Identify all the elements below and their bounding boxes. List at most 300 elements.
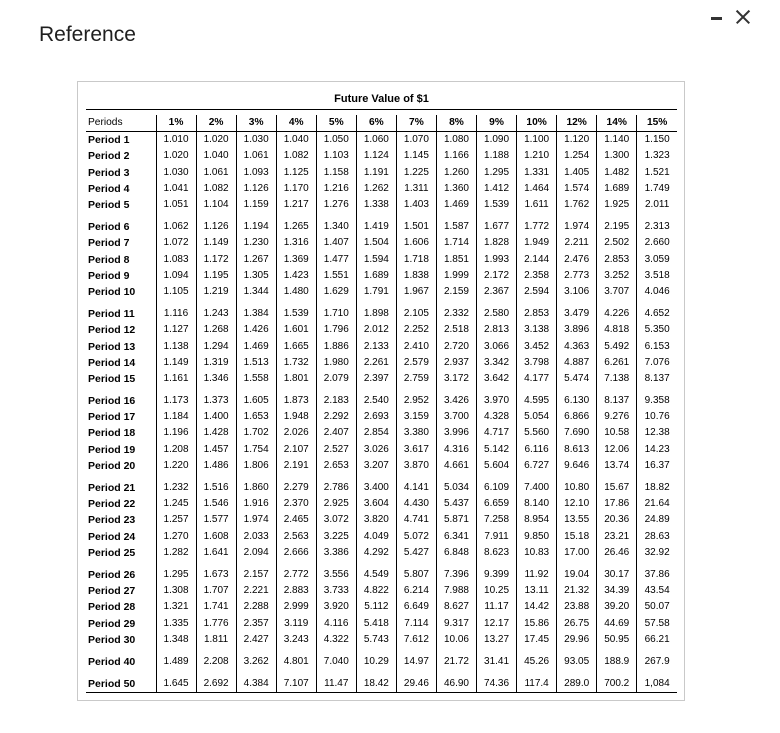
period-label: Period 3 [88,166,130,179]
table-cell: 9.646 [557,458,597,474]
table-cell: 29.46 [396,676,436,693]
table-cell: 3.970 [477,393,517,409]
table-cell: 9.399 [477,567,517,583]
table-cell: 6.727 [517,458,557,474]
period-label: Period 26 [88,568,136,581]
table-cell: 1.546 [196,496,236,512]
table-cell: 2.358 [517,268,557,284]
table-cell: 2.427 [236,632,276,648]
table-cell: 2.693 [356,409,396,425]
table-cell: 45.26 [517,654,557,670]
table-cell: 1.126 [196,219,236,235]
table-cell: 2.999 [276,599,316,615]
table-cell: 4.049 [356,529,396,545]
table-cell: 4.116 [316,615,356,631]
table-cell: 21.32 [557,583,597,599]
table-cell: 1.772 [517,219,557,235]
table-cell: 13.27 [477,632,517,648]
table-cell: 3.518 [637,268,677,284]
table-cell: 6.109 [477,480,517,496]
table-cell: 50.95 [597,632,637,648]
table-cell: 1.282 [156,545,196,561]
table-row [86,545,677,561]
table-cell: 4.661 [436,458,476,474]
period-label: Period 29 [88,617,136,630]
table-cell: 21.72 [436,654,476,670]
table-cell: 1.606 [396,235,436,251]
table-cell: 1.331 [517,165,557,181]
table-cell: 1.243 [196,306,236,322]
table-cell: 1.340 [316,219,356,235]
table-cell: 7.400 [517,480,557,496]
table-cell: 4.801 [276,654,316,670]
table-cell: 1.558 [236,371,276,387]
table-cell: 7.911 [477,529,517,545]
table-cell: 1.811 [196,632,236,648]
table-cell: 28.63 [637,529,677,545]
rate-header: 9% [477,115,517,132]
table-cell: 1.195 [196,268,236,284]
table-cell: 1.220 [156,458,196,474]
table-cell: 1.539 [477,197,517,213]
table-cell: 3.106 [557,284,597,300]
table-cell: 7.690 [557,425,597,441]
table-row [86,284,677,300]
table-cell: 1.967 [396,284,436,300]
table-cell: 7.258 [477,512,517,528]
table-cell: 2.144 [517,252,557,268]
table-cell: 2.012 [356,322,396,338]
table-cell: 6.848 [436,545,476,561]
table-row [86,615,677,631]
table-cell: 1.295 [156,567,196,583]
table-cell: 2.660 [637,235,677,251]
table-cell: 1.594 [356,252,396,268]
table-cell: 1.482 [597,165,637,181]
table-cell: 1,084 [637,676,677,693]
table-cell: 6.659 [477,496,517,512]
table-cell: 3.896 [557,322,597,338]
table-cell: 1.629 [316,284,356,300]
table-cell: 1.191 [356,165,396,181]
table-cell: 7.612 [396,632,436,648]
table-cell: 2.653 [316,458,356,474]
table-cell: 4.384 [236,676,276,693]
table-row [86,132,677,149]
table-cell: 1.072 [156,235,196,251]
window-controls [711,10,750,24]
table-cell: 21.64 [637,496,677,512]
table-cell: 1.149 [196,235,236,251]
table-cell: 1.480 [276,284,316,300]
table-cell: 1.294 [196,338,236,354]
table-cell: 7.040 [316,654,356,670]
table-cell: 1.710 [316,306,356,322]
table-cell: 3.642 [477,371,517,387]
table-cell: 2.720 [436,338,476,354]
table-cell: 2.079 [316,371,356,387]
table-cell: 9.276 [597,409,637,425]
table-cell: 1.338 [356,197,396,213]
table-cell: 4.046 [637,284,677,300]
table-cell: 2.518 [436,322,476,338]
table-cell: 2.692 [196,676,236,693]
table-cell: 1.373 [196,393,236,409]
table-cell: 1.105 [156,284,196,300]
table-cell: 13.11 [517,583,557,599]
table-cell: 188.9 [597,654,637,670]
table-cell: 1.062 [156,219,196,235]
table-cell: 93.05 [557,654,597,670]
table-cell: 5.054 [517,409,557,425]
table-cell: 1.346 [196,371,236,387]
table-cell: 1.188 [477,148,517,164]
table-cell: 11.17 [477,599,517,615]
table-cell: 8.954 [517,512,557,528]
table-cell: 2.221 [236,583,276,599]
table-cell: 1.030 [236,132,276,149]
table-cell: 18.42 [356,676,396,693]
table-cell: 2.925 [316,496,356,512]
table-cell: 10.29 [356,654,396,670]
table-cell: 3.733 [316,583,356,599]
table-row [86,409,677,425]
table-cell: 1.344 [236,284,276,300]
period-label: Period 4 [88,182,130,195]
table-cell: 267.9 [637,654,677,670]
period-label: Period 19 [88,443,136,456]
table-cell: 8.623 [477,545,517,561]
table-cell: 1.311 [396,181,436,197]
table-cell: 2.133 [356,338,396,354]
rate-header: 1% [156,115,196,132]
table-cell: 2.772 [276,567,316,583]
table-cell: 1.689 [356,268,396,284]
table-cell: 6.214 [396,583,436,599]
table-cell: 1.262 [356,181,396,197]
table-cell: 11.47 [316,676,356,693]
table-row [86,480,677,496]
table-cell: 1.104 [196,197,236,213]
table-cell: 3.342 [477,355,517,371]
table-cell: 1.172 [196,252,236,268]
table-cell: 1.051 [156,197,196,213]
table-row [86,496,677,512]
table-cell: 4.141 [396,480,436,496]
table-row [86,599,677,615]
table-cell: 12.10 [557,496,597,512]
table-cell: 14.42 [517,599,557,615]
table-cell: 14.23 [637,442,677,458]
table-cell: 4.549 [356,567,396,583]
table-cell: 1.741 [196,599,236,615]
table-cell: 6.116 [517,442,557,458]
table-cell: 1.158 [316,165,356,181]
table-cell: 2.854 [356,425,396,441]
table-cell: 1.412 [477,181,517,197]
table-cell: 1.184 [156,409,196,425]
table-cell: 5.072 [396,529,436,545]
table-cell: 1.348 [156,632,196,648]
table-cell: 1.040 [196,148,236,164]
table-cell: 6.153 [637,338,677,354]
table-cell: 11.92 [517,567,557,583]
table-cell: 1.718 [396,252,436,268]
table-row [86,458,677,474]
table-cell: 1.504 [356,235,396,251]
table-cell: 1.369 [276,252,316,268]
table-row [86,322,677,338]
table-cell: 1.608 [196,529,236,545]
table-cell: 1.030 [156,165,196,181]
table-cell: 1.082 [196,181,236,197]
table-cell: 2.370 [276,496,316,512]
period-label: Period 18 [88,427,136,440]
table-cell: 3.119 [276,615,316,631]
table-cell: 1.321 [156,599,196,615]
table-cell: 1.776 [196,615,236,631]
table-cell: 1.217 [276,197,316,213]
period-label: Period 11 [88,308,135,321]
table-cell: 1.173 [156,393,196,409]
table-cell: 1.407 [316,235,356,251]
table-cell: 5.112 [356,599,396,615]
table-cell: 2.279 [276,480,316,496]
period-label: Period 20 [88,459,136,472]
period-label: Period 12 [88,324,136,337]
table-cell: 3.617 [396,442,436,458]
table-cell: 1.323 [637,148,677,164]
table-cell: 2.580 [477,306,517,322]
table-cell: 2.563 [276,529,316,545]
table-cell: 1.083 [156,252,196,268]
table-cell: 3.920 [316,599,356,615]
reference-panel [77,81,685,701]
table-cell: 1.714 [436,235,476,251]
table-cell: 1.469 [236,338,276,354]
table-cell: 1.124 [356,148,396,164]
table-cell: 26.75 [557,615,597,631]
table-cell: 1.791 [356,284,396,300]
table-cell: 1.305 [236,268,276,284]
table-cell: 3.820 [356,512,396,528]
table-cell: 10.25 [477,583,517,599]
table-cell: 1.521 [637,165,677,181]
table-cell: 2.476 [557,252,597,268]
table-cell: 50.07 [637,599,677,615]
period-label: Period 15 [88,372,136,385]
table-cell: 1.587 [436,219,476,235]
rate-header: 3% [236,115,276,132]
table-row [86,197,677,213]
period-label: Period 23 [88,514,136,527]
table-cell: 1.486 [196,458,236,474]
table-cell: 2.033 [236,529,276,545]
future-value-table-container [86,109,677,693]
close-icon[interactable] [736,10,750,24]
table-cell: 14.97 [396,654,436,670]
table-cell: 9.850 [517,529,557,545]
table-cell: 2.813 [477,322,517,338]
table-cell: 2.105 [396,306,436,322]
table-cell: 1.208 [156,442,196,458]
table-cell: 3.479 [557,306,597,322]
table-cell: 9.358 [637,393,677,409]
table-row [86,583,677,599]
table-cell: 2.773 [557,268,597,284]
table-cell: 1.159 [236,197,276,213]
table-cell: 1.641 [196,545,236,561]
table-cell: 2.786 [316,480,356,496]
rate-header: 4% [276,115,316,132]
table-cell: 5.604 [477,458,517,474]
table-cell: 1.020 [156,148,196,164]
header-row [86,115,677,132]
table-cell: 15.67 [597,480,637,496]
table-cell: 12.38 [637,425,677,441]
table-cell: 2.208 [196,654,236,670]
table-cell: 5.492 [597,338,637,354]
table-cell: 17.86 [597,496,637,512]
table-cell: 6.261 [597,355,637,371]
table-cell: 2.159 [436,284,476,300]
table-cell: 1.873 [276,393,316,409]
rate-header: 12% [557,115,597,132]
table-cell: 2.332 [436,306,476,322]
table-cell: 13.55 [557,512,597,528]
table-cell: 3.386 [316,545,356,561]
table-cell: 37.86 [637,567,677,583]
period-label: Period 14 [88,356,136,369]
table-cell: 2.172 [477,268,517,284]
table-row [86,371,677,387]
rate-header: 7% [396,115,436,132]
table-cell: 1.127 [156,322,196,338]
table-cell: 1.838 [396,268,436,284]
table-cell: 2.465 [276,512,316,528]
table-cell: 17.00 [557,545,597,561]
table-cell: 2.261 [356,355,396,371]
table-cell: 1.149 [156,355,196,371]
table-cell: 1.276 [316,197,356,213]
period-label: Period 27 [88,585,136,598]
table-cell: 289.0 [557,676,597,693]
table-row [86,252,677,268]
period-label: Period 6 [88,221,130,234]
table-cell: 1.308 [156,583,196,599]
table-cell: 1.265 [276,219,316,235]
table-cell: 3.996 [436,425,476,441]
table-cell: 1.267 [236,252,276,268]
table-cell: 8.627 [436,599,476,615]
table-row [86,165,677,181]
table-cell: 19.04 [557,567,597,583]
table-cell: 3.138 [517,322,557,338]
table-cell: 1.061 [196,165,236,181]
table-cell: 2.191 [276,458,316,474]
table-cell: 1.501 [396,219,436,235]
table-cell: 1.093 [236,165,276,181]
table-cell: 23.21 [597,529,637,545]
table-cell: 15.86 [517,615,557,631]
table-cell: 10.83 [517,545,557,561]
table-cell: 6.341 [436,529,476,545]
table-cell: 32.92 [637,545,677,561]
table-cell: 2.211 [557,235,597,251]
table-row [86,268,677,284]
table-cell: 2.357 [236,615,276,631]
table-cell: 10.06 [436,632,476,648]
table-cell: 3.172 [436,371,476,387]
table-cell: 1.216 [316,181,356,197]
table-row [86,632,677,648]
table-cell: 13.74 [597,458,637,474]
table-cell: 3.798 [517,355,557,371]
table-cell: 8.613 [557,442,597,458]
table-cell: 1.140 [597,132,637,149]
table-cell: 5.560 [517,425,557,441]
table-cell: 2.540 [356,393,396,409]
table-cell: 1.210 [517,148,557,164]
table-cell: 1.469 [436,197,476,213]
table-cell: 3.556 [316,567,356,583]
table-cell: 4.717 [477,425,517,441]
table-cell: 12.17 [477,615,517,631]
table-cell: 5.474 [557,371,597,387]
table-cell: 1.993 [477,252,517,268]
table-cell: 1.860 [236,480,276,496]
table-cell: 3.225 [316,529,356,545]
table-cell: 26.46 [597,545,637,561]
table-cell: 3.400 [356,480,396,496]
table-cell: 1.948 [276,409,316,425]
table-cell: 1.061 [236,148,276,164]
table-cell: 3.452 [517,338,557,354]
table-cell: 10.58 [597,425,637,441]
period-label: Period 13 [88,340,136,353]
table-row [86,676,677,693]
table-cell: 2.407 [316,425,356,441]
table-cell: 1.828 [477,235,517,251]
table-cell: 1.050 [316,132,356,149]
table-cell: 39.20 [597,599,637,615]
table-row [86,442,677,458]
table-cell: 700.2 [597,676,637,693]
table-cell: 1.166 [436,148,476,164]
table-cell: 1.268 [196,322,236,338]
minimize-icon[interactable] [711,17,722,20]
table-cell: 1.673 [196,567,236,583]
table-cell: 2.288 [236,599,276,615]
table-cell: 4.741 [396,512,436,528]
table-cell: 2.410 [396,338,436,354]
table-cell: 4.595 [517,393,557,409]
table-cell: 1.094 [156,268,196,284]
table-cell: 1.477 [316,252,356,268]
table-cell: 1.577 [196,512,236,528]
table-row [86,654,677,670]
period-label: Period 40 [88,655,136,668]
table-cell: 1.916 [236,496,276,512]
rate-header: 5% [316,115,356,132]
table-cell: 1.611 [517,197,557,213]
table-cell: 3.262 [236,654,276,670]
table-cell: 1.316 [276,235,316,251]
table-cell: 1.245 [156,496,196,512]
table-cell: 24.89 [637,512,677,528]
table-cell: 5.437 [436,496,476,512]
table-cell: 1.806 [236,458,276,474]
